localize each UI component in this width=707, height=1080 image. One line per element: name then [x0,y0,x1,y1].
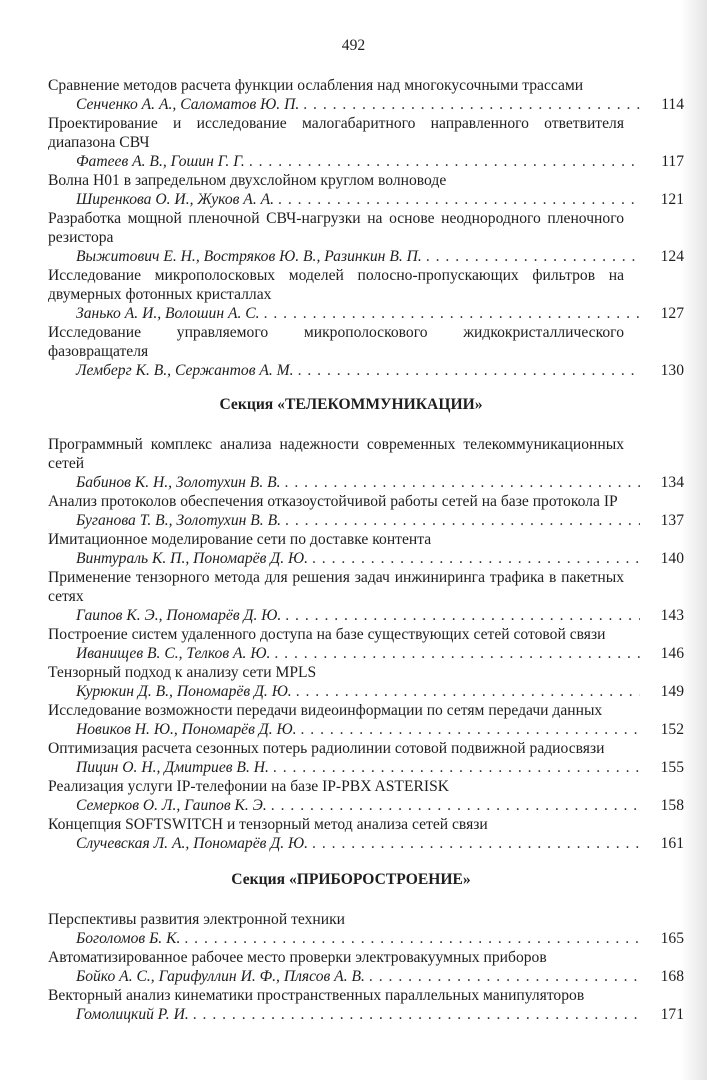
entry-title: Сравнение методов расчета функции ослабления над многокусочными трассами [48,77,584,94]
leader-dots [285,473,640,492]
entry-authors: Гаипов К. Э., Пономарёв Д. Ю. [76,607,282,624]
entry-authors: Боголомов Б. К. [76,930,181,947]
entry-title: Разработка мощной пленочной СВЧ-нагрузки на основе неоднородного пленочного резистора [48,210,624,246]
leader-dots [303,95,640,114]
page-number: 492 [341,37,366,54]
entry-authors: Лемберг К. В., Сержантов А. М. [76,362,294,379]
entry-page: 124 [660,248,684,265]
leader-dots [312,834,640,853]
entry-page: 127 [660,305,684,322]
entry-authors: Случевская Л. А., Пономарёв Д. Ю. [76,835,309,852]
entry-authors: Сенченко А. А., Саломатов Ю. П. [76,96,300,113]
entry-title: Реализация услуги IP-телефонии на базе IP-PBX ASTERISK [48,778,450,795]
entry-title: Построение систем удаленного доступа на базе существующих сетей сотовой связи [48,626,606,643]
toc-entry[interactable] [48,209,684,266]
entry-page: 149 [660,683,684,700]
entry-title: Имитационное моделирование сети по доставке контента [48,531,432,548]
leader-dots [278,190,640,209]
entry-title: Волна H01 в запредельном двухслойном круглом волноводе [48,172,447,189]
toc-entry[interactable] [48,701,684,739]
entry-title: Концепция SOFTSWITCH и тензорный метод анализа сетей связи [48,816,488,833]
leader-dots [184,929,640,948]
entry-page: 161 [660,835,684,852]
entry-authors: Гомолицкий Р. И. [76,1006,189,1023]
entry-page: 140 [660,550,684,567]
toc-entry[interactable] [48,777,684,815]
entry-title: Оптимизация расчета сезонных потерь радиолинии сотовой подвижной радиосвязи [48,740,605,757]
entry-page: 130 [660,362,684,379]
toc-entry[interactable] [48,815,684,853]
leader-dots [300,720,640,739]
toc-entry[interactable] [48,435,684,492]
leader-dots [274,644,640,663]
toc-entry[interactable] [48,171,684,209]
entry-page: 152 [660,721,684,738]
toc-entry[interactable] [48,76,684,114]
section-heading-instruments: Секция «ПРИБОРОСТРОЕНИЕ» [231,871,471,888]
entry-page: 137 [660,512,684,529]
entry-authors: Винтураль К. П., Пономарёв Д. Ю. [76,550,308,567]
scan-edge-shading [681,0,707,1080]
toc-entry[interactable] [48,986,684,1024]
entry-page: 168 [660,968,684,985]
entry-authors: Ширенкова О. И., Жуков А. А. [76,191,275,208]
entry-title: Автоматизированное рабочее место проверки электровакуумных приборов [48,949,547,966]
entry-authors: Фатеев А. В., Гошин Г. Г. [76,153,245,170]
leader-dots [249,152,640,171]
toc-entry[interactable] [48,663,684,701]
leader-dots [369,967,640,986]
entry-authors: Семерков О. Л., Гаипов К. Э. [76,797,267,814]
leader-dots [193,1005,640,1024]
entry-page: 121 [660,191,684,208]
toc-entry[interactable] [48,568,684,625]
leader-dots [285,606,640,625]
leader-dots [271,796,640,815]
entry-title: Перспективы развития электронной техники [48,911,346,928]
entry-authors: Новиков Н. Ю., Пономарёв Д. Ю. [76,721,297,738]
entry-authors: Буганова Т. В., Золотухин В. В. [76,512,282,529]
leader-dots [298,361,640,380]
entry-title: Тензорный подход к анализу сети MPLS [48,664,317,681]
entry-authors: Курюкин Д. В., Пономарёв Д. Ю. [76,683,292,700]
toc-entry[interactable] [48,948,684,986]
leader-dots [296,682,640,701]
table-of-contents [48,76,684,1024]
entry-authors: Иванищев В. С., Телков А. Ю. [76,645,271,662]
entry-title: Исследование управляемого микрополоскового жидкокристаллического фазовращателя [48,324,624,360]
leader-dots [312,549,640,568]
leader-dots [273,758,640,777]
toc-entry[interactable] [48,625,684,663]
toc-entry[interactable] [48,739,684,777]
toc-entry[interactable] [48,114,684,171]
entry-page: 146 [660,645,684,662]
entry-authors: Бойко А. С., Гарифуллин И. Ф., Плясов А. В. [76,968,365,985]
entry-authors: Выжитович Е. Н., Востряков Ю. В., Разинкин В. П. [76,248,422,265]
entry-page: 117 [661,153,684,170]
entry-title: Программный комплекс анализа надежности современных телекоммуникационных сетей [48,436,624,472]
entry-page: 155 [660,759,684,776]
entry-page: 143 [660,607,684,624]
entry-authors: Пицин О. Н., Дмитриев В. Н. [76,759,269,776]
entry-page: 158 [660,797,684,814]
toc-entry[interactable] [48,323,684,380]
entry-title: Применение тензорного метода для решения задач инжиниринга трафика в пакетных сетях [48,569,624,605]
entry-title: Исследование микрополосковых моделей полосно-пропускающих фильтров на двумерных фотонных кристаллах [48,267,624,303]
toc-entry[interactable] [48,492,684,530]
entry-page: 134 [660,474,684,491]
leader-dots [426,247,640,266]
toc-entry[interactable] [48,910,684,948]
entry-page: 165 [660,930,684,947]
entry-authors: Занько А. И., Волошин А. С. [76,305,260,322]
entry-title: Анализ протоколов обеспечения отказоустойчивой работы сетей на базе протокола IP [48,493,618,510]
leader-dots [285,511,640,530]
entry-title: Исследование возможности передачи видеоинформации по сетям передачи данных [48,702,603,719]
leader-dots [264,304,640,323]
entry-title: Проектирование и исследование малогабаритного направленного ответвителя диапазона СВЧ [48,115,624,151]
section-heading-telecom: Секция «ТЕЛЕКОММУНИКАЦИИ» [219,396,483,413]
entry-title: Векторный анализ кинематики пространственных параллельных манипуляторов [48,987,585,1004]
toc-entry[interactable] [48,266,684,323]
toc-entry[interactable] [48,530,684,568]
entry-page: 114 [661,96,684,113]
entry-page: 171 [660,1006,684,1023]
entry-authors: Бабинов К. Н., Золотухин В. В. [76,474,281,491]
